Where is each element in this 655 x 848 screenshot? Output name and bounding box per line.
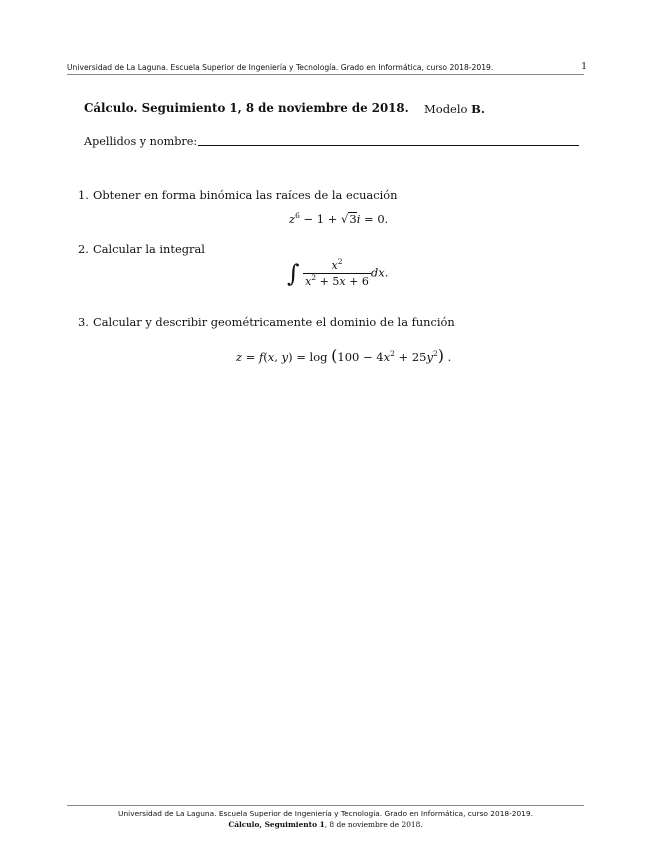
exam-title: Cálculo. Seguimiento 1, 8 de noviembre de 2018. (84, 101, 409, 115)
problem-3 (78, 315, 455, 329)
equation-2: ∫ $\frac{x^2}{x^2 + 5x + 6}$ dx. (287, 257, 389, 288)
problem-text: Calcular y describir geométricamente el dominio de la función (93, 315, 455, 329)
model-prefix: Modelo (424, 102, 468, 116)
name-field-line[interactable] (198, 145, 579, 146)
model-letter: B. (471, 102, 485, 116)
problem-2 (78, 242, 205, 256)
page-header (67, 62, 587, 72)
page-number: 1 (581, 62, 587, 72)
problem-number: 1. (78, 188, 89, 202)
problem-number: 2. (78, 242, 89, 256)
footer-rest: , 8 de noviembre de 2018. (324, 820, 423, 829)
header-rule (67, 74, 584, 75)
footer-bold: Cálculo, Seguimiento 1 (228, 820, 325, 829)
footer-rule (67, 805, 584, 806)
exam-model (424, 102, 485, 116)
header-text: Universidad de La Laguna. Escuela Superior de Ingeniería y Tecnología. Grado en Informática, curso 2018-2019. (67, 63, 494, 72)
footer-line-2 (67, 820, 584, 829)
problem-text: Calcular la integral (93, 242, 205, 256)
problem-1 (78, 188, 397, 202)
footer-line-1: Universidad de La Laguna. Escuela Superior de Ingeniería y Tecnología. Grado en Informática, curso 2018-2019. (118, 809, 533, 818)
name-field-label: Apellidos y nombre: (84, 135, 198, 148)
equation-1: $z^6 - 1 + √3i = 0$. (289, 211, 389, 226)
equation-3: z = f(x, $y) = \log (100 - 4x^2 + 25y^2)$ . (236, 346, 452, 365)
problem-number: 3. (78, 315, 89, 329)
problem-text: Obtener en forma binómica las raíces de la ecuación (93, 188, 398, 202)
